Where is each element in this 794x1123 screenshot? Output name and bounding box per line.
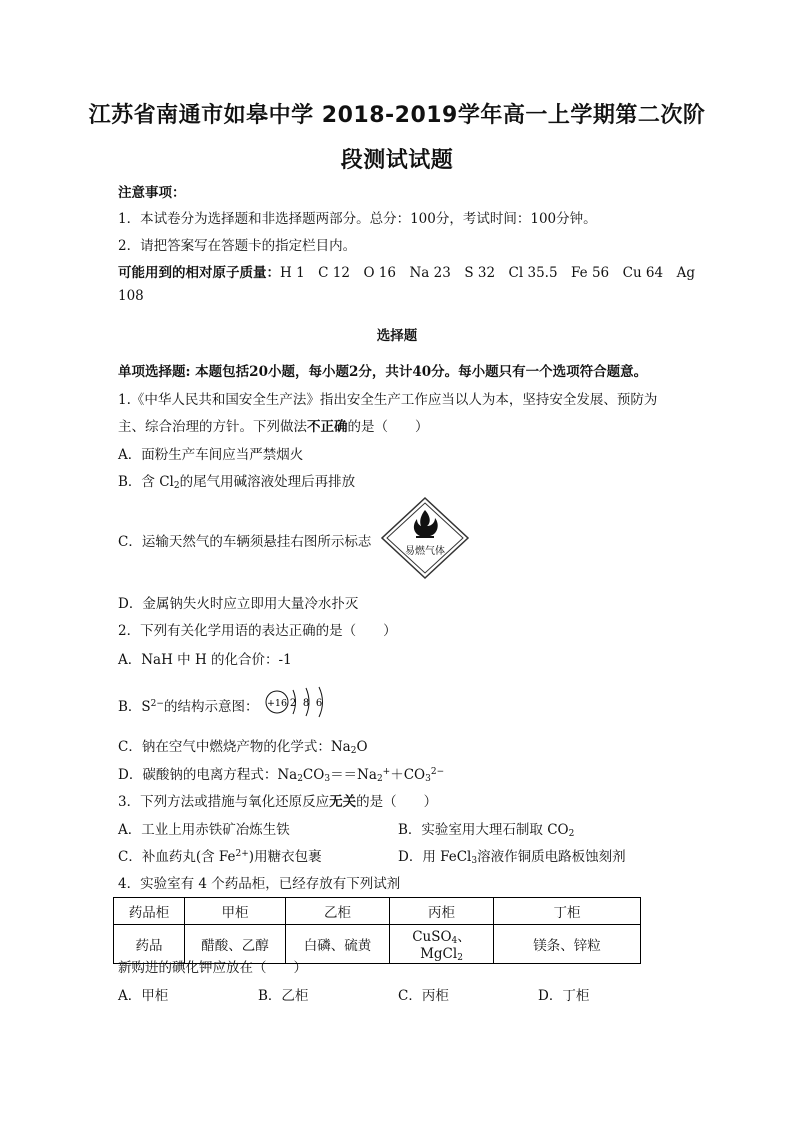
q3-option-d-post: 溶液作铜质电路板蚀刻剂 <box>477 849 626 865</box>
atomic-mass-values: H 1 C 12 O 16 Na 23 S 32 Cl 35.5 Fe 56 Cu 64 Ag <box>280 265 696 281</box>
q2-d-p1: D．碳酸钠的电离方程式：Na <box>118 767 298 783</box>
q2-option-c-pre: C．钠在空气中燃烧产物的化学式：Na <box>118 739 351 755</box>
flammable-gas-sign <box>380 496 470 580</box>
q3-option-b <box>398 818 574 839</box>
shell-1-count: 2 <box>289 698 297 709</box>
q3-stem-text: 3．下列方法或措施与氧化还原反应 <box>118 794 330 810</box>
cabinet-table <box>113 897 641 964</box>
sign-label: 易燃气体 <box>405 546 445 557</box>
q1-option-a: A．面粉生产车间应当严禁烟火 <box>118 447 304 463</box>
q4-option-b: B．乙柜 <box>258 988 309 1004</box>
q2-d-s1: 2 <box>297 774 303 784</box>
q1-option-d: D．金属钠失火时应立即用大量冷水扑灭 <box>118 596 359 612</box>
table-cell: 白磷、硫黄 <box>286 925 390 964</box>
table-header-cell: 乙柜 <box>286 898 390 925</box>
table-header-cell: 甲柜 <box>185 898 286 925</box>
table-cell: 药品 <box>114 925 185 964</box>
q2-d-p2: CO <box>302 767 325 783</box>
table-cell: 醋酸、乙醇 <box>185 925 286 964</box>
cell-bing-a: CuSO <box>412 929 452 945</box>
section-heading: 选择题 <box>376 328 418 344</box>
q2-d-s4: 3 <box>425 774 431 784</box>
q1-option-b <box>118 470 678 491</box>
q3-option-d-pre: D．用 FeCl <box>398 849 472 865</box>
q2-d-sup4: 2− <box>430 767 445 777</box>
q1-option-c: C．运输天然气的车辆须悬挂右图所示标志 <box>118 534 372 550</box>
q4-stem: 4．实验室有 4 个药品柜，已经存放有下列试剂 <box>118 876 401 892</box>
shell-2-count: 8 <box>302 698 310 709</box>
q3-stem-emphasis: 无关 <box>329 794 357 810</box>
atomic-mass-values-cont: 108 <box>118 288 144 304</box>
ion-structure-diagram <box>263 684 335 720</box>
q2-option-c <box>118 735 678 756</box>
q3-option-c-post: )用糖衣包裹 <box>248 849 322 865</box>
cell-bing-sub1: 4 <box>451 936 458 946</box>
q2-d-s2: 3 <box>324 774 331 784</box>
q3-option-d-sub: 3 <box>471 856 478 866</box>
notes-item-1: 1．本试卷分为选择题和非选择题两部分。总分：100分，考试时间：100分钟。 <box>118 211 597 227</box>
q3-option-c-pre: C．补血药丸(含 Fe <box>118 849 236 865</box>
q2-d-p3: ＝＝Na <box>330 767 377 783</box>
q3-option-b-sub: 2 <box>568 829 575 839</box>
q2-d-sup3: + <box>382 767 391 777</box>
q3-stem <box>118 790 678 810</box>
q3-option-a: A．工业上用赤铁矿冶炼生铁 <box>118 822 290 838</box>
q3-option-b-pre: B．实验室用大理石制取 CO <box>398 822 569 838</box>
q1-stem-line1: 1.《中华人民共和国安全生产法》指出安全生产工作应当以人为本，坚持安全发展、预防为 <box>118 392 658 408</box>
q2-option-c-post: O <box>356 739 368 755</box>
exam-title-line1: 江苏省南通市如皋中学 2018-2019学年高一上学期第二次阶 <box>88 103 706 128</box>
table-header-cell: 药品柜 <box>114 898 185 925</box>
shell-3-count: 6 <box>315 698 323 709</box>
q4-question: 新购进的碘化钾应放在（ ） <box>118 960 307 976</box>
cell-bing-sub2: 2 <box>457 953 463 963</box>
cell-bing-b: 、MgCl <box>420 929 471 962</box>
notes-heading: 注意事项： <box>118 185 186 201</box>
q1-option-b-pre: B．含 Cl <box>118 474 174 490</box>
q1-option-b-post: 的尾气用碱溶液处理后再排放 <box>179 474 356 490</box>
table-row <box>114 898 641 925</box>
q1-stem-text: 主、综合治理的方针。下列做法 <box>118 419 307 435</box>
q1-stem-line2 <box>118 415 678 435</box>
q1-stem-tail: 的是（ ） <box>347 419 429 435</box>
q2-option-a: A．NaH 中 H 的化合价：-1 <box>118 652 292 668</box>
table-header-cell: 丙柜 <box>390 898 494 925</box>
q4-option-a: A．甲柜 <box>118 988 169 1004</box>
atomic-mass-line <box>118 261 696 281</box>
q3-option-d <box>398 845 626 866</box>
exam-title-line2: 段测试试题 <box>340 148 454 173</box>
q2-option-b-post: 的结构示意图： <box>163 699 259 715</box>
q3-stem-tail: 的是（ ） <box>356 794 438 810</box>
q2-option-b <box>118 695 678 715</box>
q3-option-c-sup: 2+ <box>235 849 249 859</box>
atomic-mass-label: 可能用到的相对原子质量： <box>118 265 280 281</box>
q2-option-b-pre: B．S <box>118 699 151 715</box>
q4-option-c: C．丙柜 <box>398 988 449 1004</box>
table-header-cell: 丁柜 <box>494 898 641 925</box>
q2-d-p4: ＋CO <box>390 767 426 783</box>
q2-option-c-sub: 2 <box>350 746 357 756</box>
section-instruction: 单项选择题: 本题包括20小题，每小题2分，共计40分。每小题只有一个选项符合题意。 <box>118 364 648 380</box>
notes-item-2: 2．请把答案写在答题卡的指定栏目内。 <box>118 238 357 254</box>
q2-option-b-sup: 2− <box>150 699 164 709</box>
q2-option-d <box>118 763 678 784</box>
q1-option-b-sub: 2 <box>173 481 180 491</box>
q4-option-d: D．丁柜 <box>538 988 590 1004</box>
nucleus-charge: +16 <box>266 698 288 709</box>
q2-d-s3: 2 <box>376 774 383 784</box>
table-cell: 镁条、锌粒 <box>494 925 641 964</box>
q1-stem-emphasis: 不正确 <box>307 419 348 435</box>
q2-stem: 2．下列有关化学用语的表达正确的是（ ） <box>118 623 397 639</box>
